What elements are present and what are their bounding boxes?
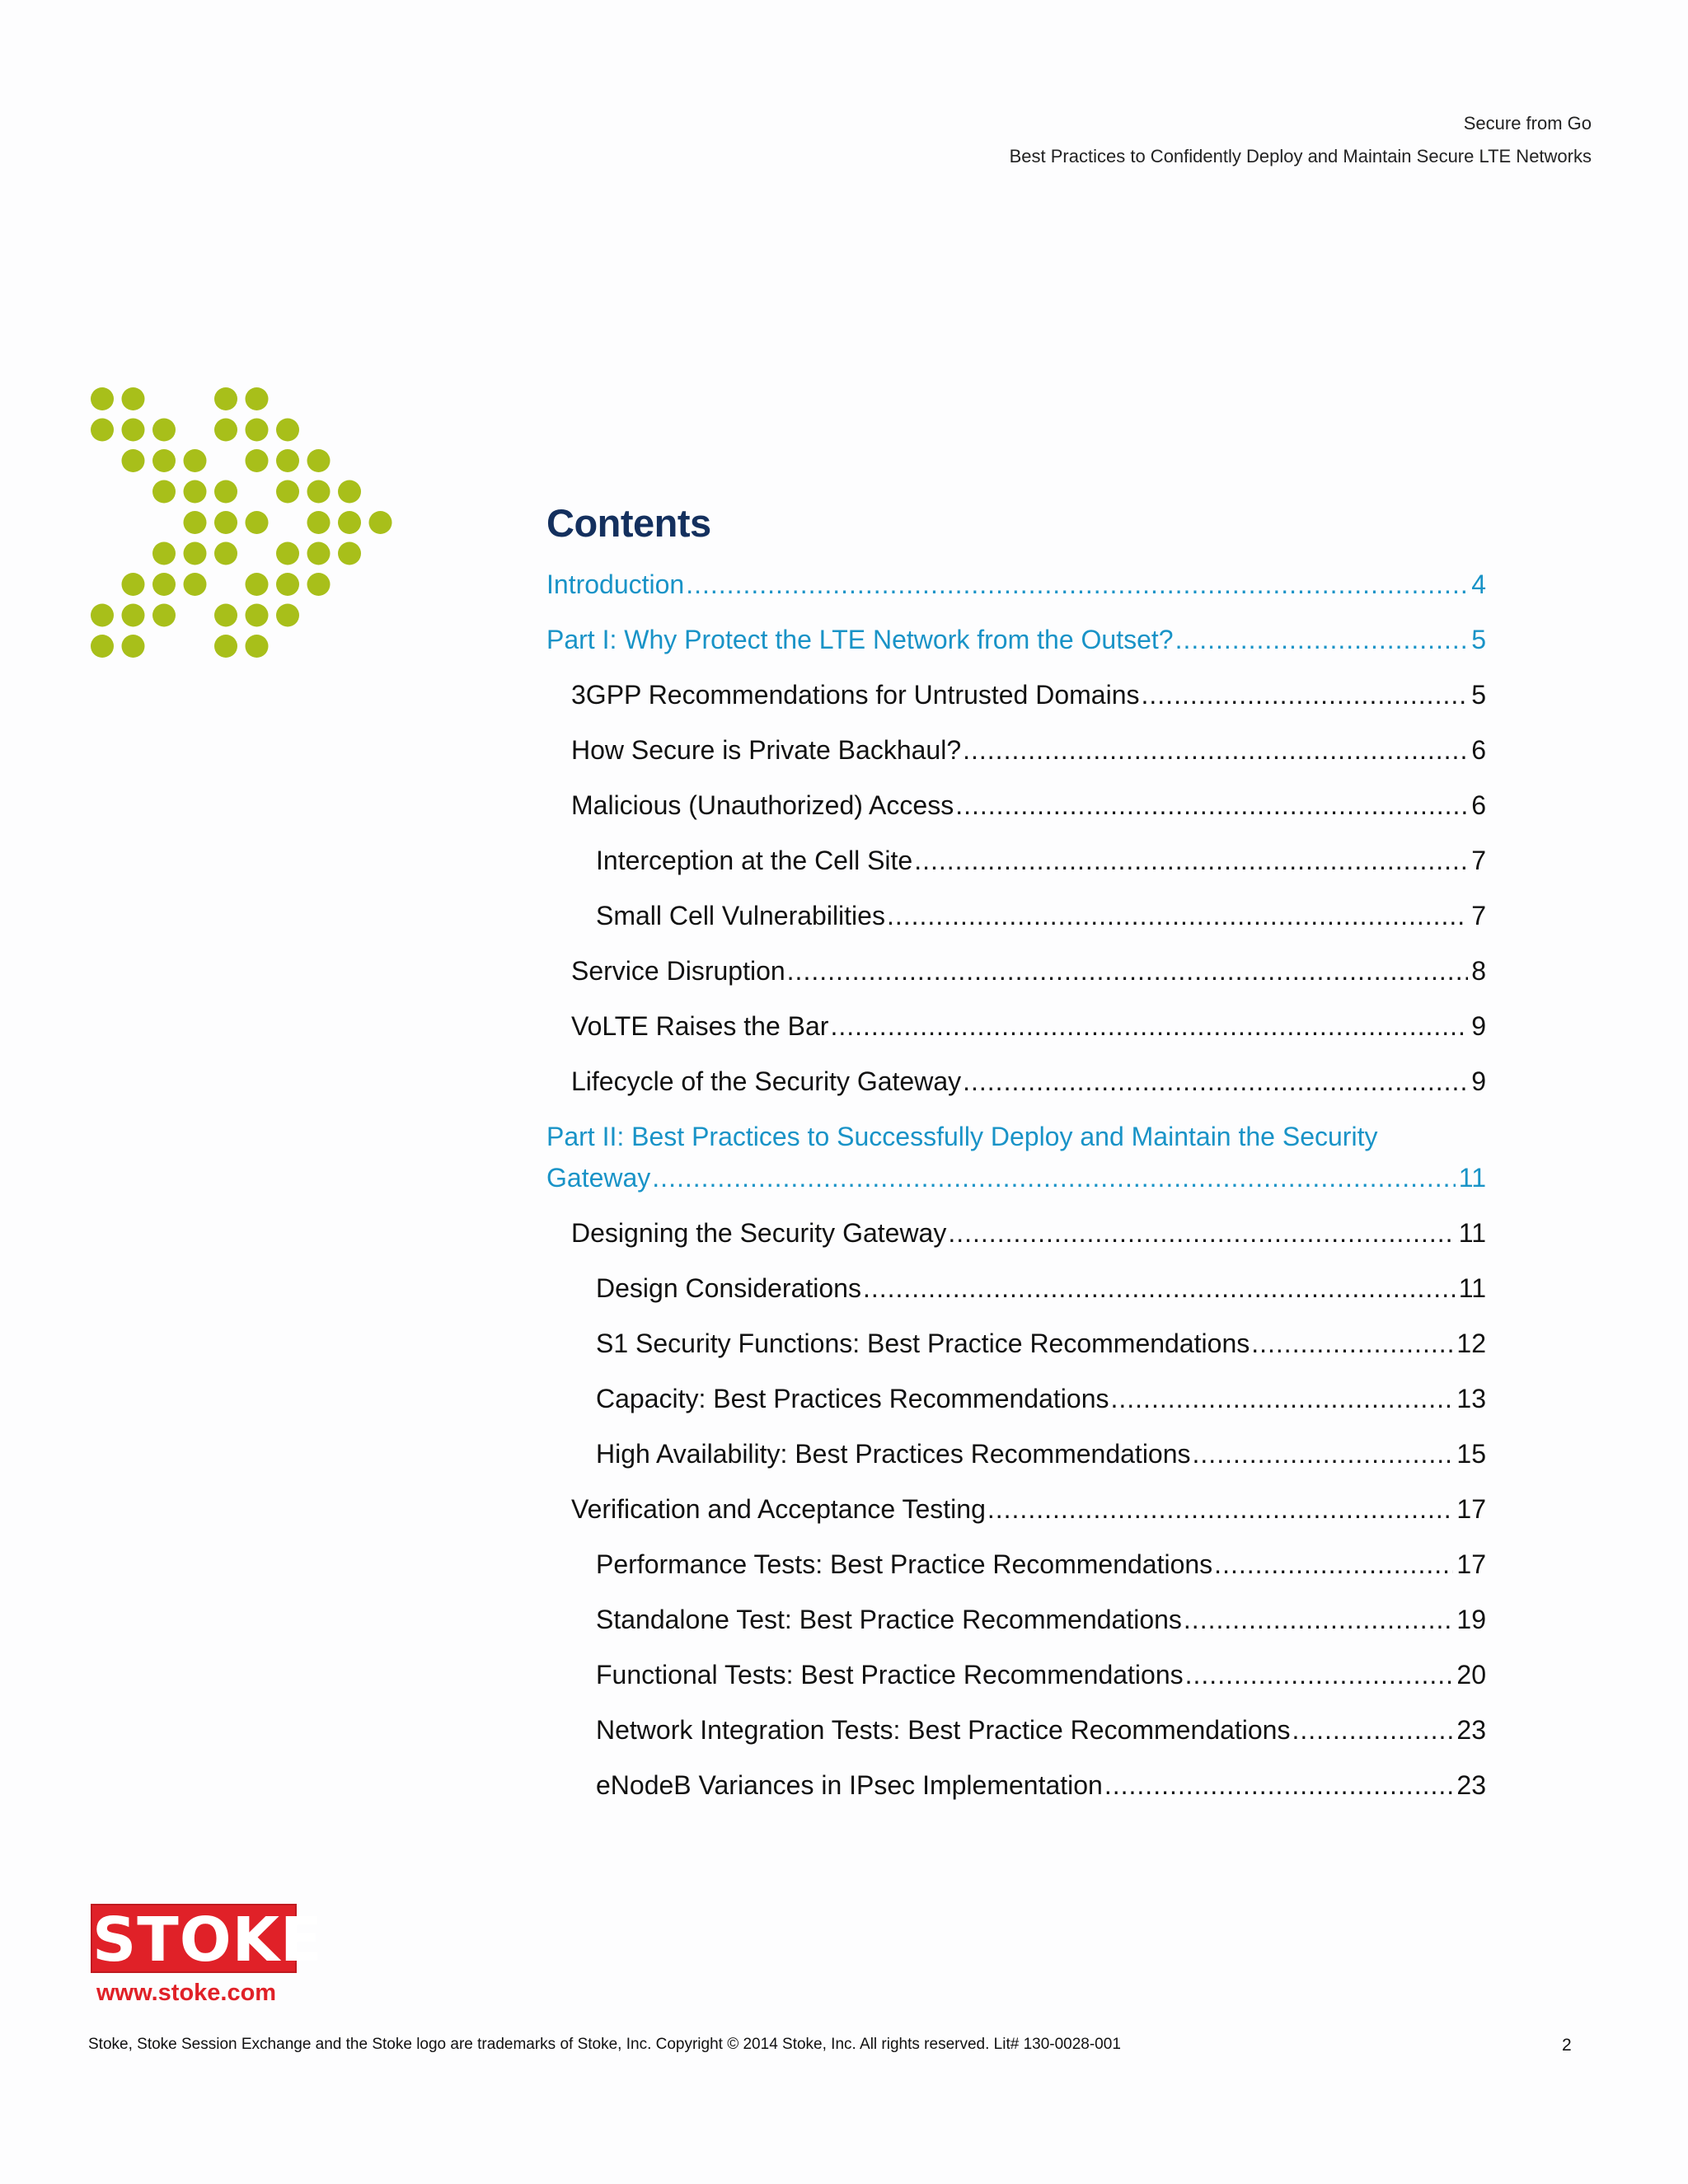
decor-dot: [307, 449, 331, 472]
toc-entry-title: How Secure is Private Backhaul?: [571, 735, 962, 765]
decor-dot: [91, 635, 114, 658]
decor-dot: [246, 573, 269, 596]
decor-dot: [276, 480, 299, 504]
decor-dot: [122, 635, 145, 658]
toc-entry-page: 4: [1471, 569, 1486, 599]
toc-entry[interactable]: [546, 674, 1486, 715]
toc-entry-page: 9: [1471, 1011, 1486, 1041]
dot-leader: [652, 1157, 1456, 1198]
toc-heading: Contents: [546, 501, 711, 545]
dot-leader: [1184, 1599, 1454, 1640]
toc-entry[interactable]: [546, 1061, 1486, 1102]
company-url[interactable]: www.stoke.com: [96, 1980, 277, 2006]
toc-entry-page: 5: [1471, 625, 1486, 654]
dot-leader: [963, 729, 1468, 771]
decor-dot: [214, 542, 237, 565]
decor-dot: [276, 449, 299, 472]
decor-dot: [152, 480, 176, 504]
decor-dot: [307, 542, 331, 565]
toc-entry-page: 13: [1456, 1384, 1486, 1413]
dot-leader: [1110, 1378, 1453, 1419]
toc-entry-page: 15: [1456, 1439, 1486, 1469]
toc-entry-page: 6: [1471, 790, 1486, 820]
toc-entry-title: Verification and Acceptance Testing: [571, 1494, 986, 1524]
toc-entry-page: 19: [1456, 1605, 1486, 1634]
toc-entry[interactable]: [546, 619, 1486, 660]
decor-dot: [307, 573, 331, 596]
decor-dot: [276, 419, 299, 442]
decor-dot: [214, 419, 237, 442]
decor-dot: [214, 511, 237, 534]
toc-entry[interactable]: [546, 1323, 1486, 1364]
page-number: 2: [1562, 2036, 1572, 2055]
dot-leader: [1185, 1654, 1454, 1695]
decor-dot: [152, 449, 176, 472]
decor-dot: [338, 511, 361, 534]
toc-entry[interactable]: [546, 895, 1486, 936]
toc-entry[interactable]: [546, 1212, 1486, 1254]
dot-leader: [887, 895, 1468, 936]
decor-dot: [307, 480, 331, 504]
toc-entry-page: 23: [1456, 1770, 1486, 1800]
toc-entry-title: eNodeB Variances in IPsec Implementation: [596, 1770, 1103, 1800]
toc-entry-title: Designing the Security Gateway: [571, 1218, 947, 1248]
decor-dot: [184, 573, 207, 596]
toc-entry[interactable]: [546, 1488, 1486, 1530]
toc-entry-page: 8: [1471, 956, 1486, 986]
dot-leader: [987, 1488, 1454, 1530]
dot-leader: [1104, 1765, 1454, 1806]
decor-dot: [122, 449, 145, 472]
toc-entry-page: 23: [1456, 1715, 1486, 1745]
decor-dot: [152, 542, 176, 565]
decor-dot: [152, 604, 176, 627]
stoke-logo: STOKE: [92, 1905, 323, 1975]
toc-entry-page: 7: [1471, 846, 1486, 875]
decor-dot: [276, 542, 299, 565]
dot-leader: [1175, 619, 1469, 660]
decor-dot: [122, 387, 145, 410]
decor-dot: [246, 419, 269, 442]
decor-dot: [276, 604, 299, 627]
toc-entry-title: Lifecycle of the Security Gateway: [571, 1066, 962, 1096]
toc-entry-title: Functional Tests: Best Practice Recommendations: [596, 1660, 1184, 1690]
toc-entry-page: 20: [1456, 1660, 1486, 1690]
toc-entry-page: 11: [1458, 1273, 1486, 1303]
toc-entry-title: Part II: Best Practices to Successfully Deploy and Maintain the Security: [546, 1122, 1378, 1151]
toc-entry[interactable]: [546, 1765, 1486, 1806]
toc-entry-page: 9: [1471, 1066, 1486, 1096]
toc-entry-title: Part I: Why Protect the LTE Network from the Outset?: [546, 625, 1174, 654]
toc-entry[interactable]: [546, 1116, 1486, 1198]
toc-entry-title: Interception at the Cell Site: [596, 846, 913, 875]
toc-entry[interactable]: [546, 1378, 1486, 1419]
decor-dot: [122, 604, 145, 627]
toc-entry-page: 6: [1471, 735, 1486, 765]
toc-entry-title: 3GPP Recommendations for Untrusted Domains: [571, 680, 1140, 710]
toc-entry[interactable]: [546, 950, 1486, 991]
toc-entry-title: Design Considerations: [596, 1273, 861, 1303]
toc-entry-title: VoLTE Raises the Bar: [571, 1011, 829, 1041]
toc-entry-title: Malicious (Unauthorized) Access: [571, 790, 954, 820]
dot-leader: [1142, 674, 1469, 715]
dot-leader: [1214, 1544, 1453, 1585]
dot-leader: [948, 1212, 1455, 1254]
toc-entry[interactable]: [546, 1433, 1486, 1474]
toc-entry[interactable]: [546, 785, 1486, 826]
toc-entry-title: Service Disruption: [571, 956, 785, 986]
toc-entry-page: 12: [1456, 1329, 1486, 1358]
decor-dot: [214, 387, 237, 410]
decor-dot: [246, 635, 269, 658]
toc-entry-page: 11: [1458, 1163, 1486, 1193]
dot-leader: [1193, 1433, 1454, 1474]
toc-entry-page: 17: [1456, 1549, 1486, 1579]
toc-entry[interactable]: [546, 1709, 1486, 1750]
toc-entry-page: 17: [1456, 1494, 1486, 1524]
decor-dot: [184, 511, 207, 534]
toc-entry[interactable]: [546, 1599, 1486, 1640]
toc-entry[interactable]: [546, 1005, 1486, 1047]
decor-dot: [246, 604, 269, 627]
decor-dot: [152, 419, 176, 442]
decor-dot: [246, 449, 269, 472]
decor-dot: [184, 542, 207, 565]
toc-entry-title: Small Cell Vulnerabilities: [596, 901, 885, 930]
decor-dot: [184, 449, 207, 472]
toc-entry[interactable]: [546, 840, 1486, 881]
decor-dot: [276, 573, 299, 596]
dot-leader: [830, 1005, 1468, 1047]
decor-dot: [91, 387, 114, 410]
header-title: Secure from Go: [1463, 113, 1592, 134]
decor-dot: [338, 480, 361, 504]
decor-dot: [369, 511, 392, 534]
dot-leader: [1251, 1323, 1453, 1364]
double-chevron-dot-arrow-icon: [91, 387, 412, 668]
toc-entry[interactable]: [546, 1654, 1486, 1695]
toc-entry[interactable]: [546, 1544, 1486, 1585]
toc-entry-title: Introduction: [546, 569, 685, 599]
toc-entry-title: High Availability: Best Practices Recommendations: [596, 1439, 1191, 1469]
dot-leader: [863, 1268, 1456, 1309]
dot-leader: [955, 785, 1468, 826]
toc-entry-title: Network Integration Tests: Best Practice Recommendations: [596, 1715, 1291, 1745]
decor-dot: [184, 480, 207, 504]
decor-dot: [122, 573, 145, 596]
table-of-contents: [546, 494, 1486, 1820]
decor-dot: [122, 419, 145, 442]
toc-entry-page: 7: [1471, 901, 1486, 930]
decor-dot: [246, 387, 269, 410]
decor-dot: [307, 511, 331, 534]
decor-dot: [91, 419, 114, 442]
dot-leader: [787, 950, 1469, 991]
toc-entry-title-continued: Gateway: [546, 1163, 651, 1193]
header-subtitle: Best Practices to Confidently Deploy and Maintain Secure LTE Networks: [1009, 146, 1592, 166]
decor-dot: [338, 542, 361, 565]
toc-entry-page: 5: [1471, 680, 1486, 710]
footer-legal-text: Stoke, Stoke Session Exchange and the Stoke logo are trademarks of Stoke, Inc. Copyright © 2014 Stoke, Inc. All rights reserved. Lit# 130-0028-001: [88, 2036, 1121, 2053]
toc-entry-title: Capacity: Best Practices Recommendations: [596, 1384, 1109, 1413]
toc-entry[interactable]: [546, 564, 1486, 605]
toc-entry[interactable]: [546, 1268, 1486, 1309]
toc-entry[interactable]: [546, 729, 1486, 771]
decor-dot: [214, 480, 237, 504]
decor-dot: [91, 604, 114, 627]
decor-dot: [246, 511, 269, 534]
page-header: [1010, 107, 1592, 173]
toc-entry-title: S1 Security Functions: Best Practice Recommendations: [596, 1329, 1250, 1358]
decor-dot: [214, 635, 237, 658]
toc-entry-page: 11: [1458, 1218, 1486, 1248]
toc-entry-title: Standalone Test: Best Practice Recommendations: [596, 1605, 1182, 1634]
toc-entry-list: [546, 564, 1486, 1806]
toc-entry-title: Performance Tests: Best Practice Recommendations: [596, 1549, 1213, 1579]
dot-leader: [686, 564, 1468, 605]
dot-leader: [914, 840, 1468, 881]
dot-leader: [1292, 1709, 1453, 1750]
dot-leader: [963, 1061, 1468, 1102]
decor-dot: [152, 573, 176, 596]
decor-dot: [214, 604, 237, 627]
